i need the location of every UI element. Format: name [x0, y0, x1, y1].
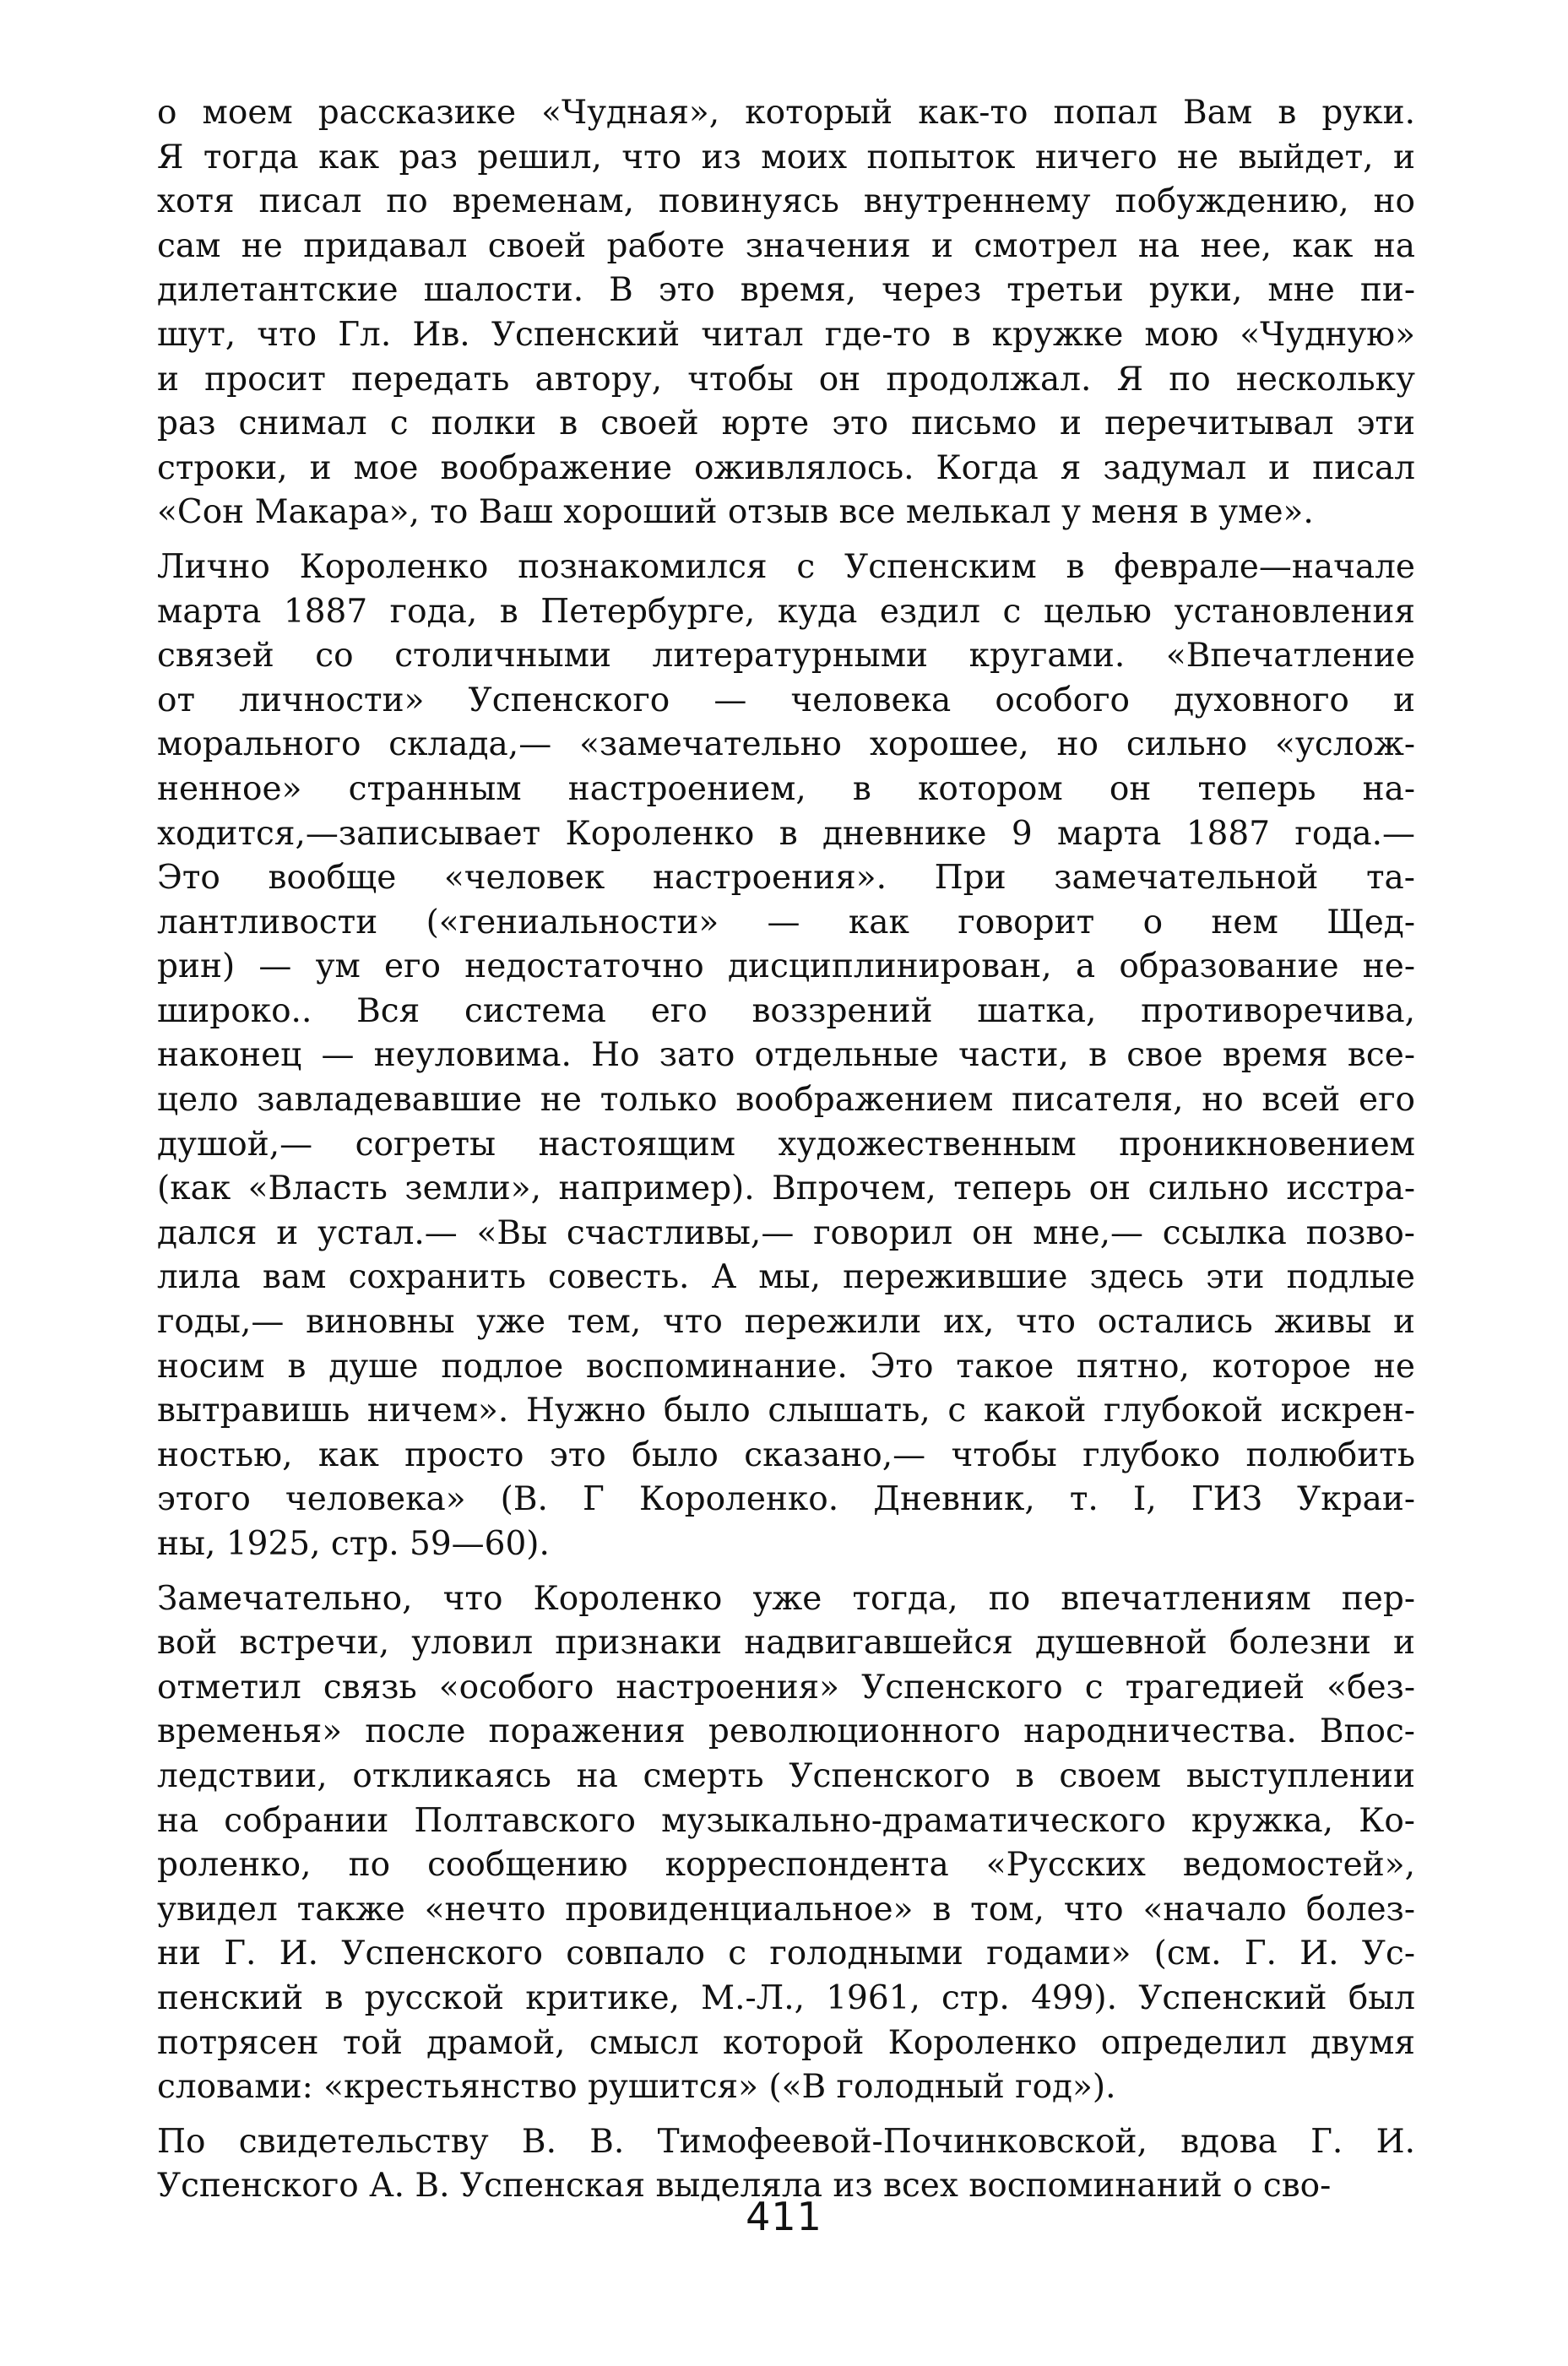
text-line: Это вообще «человек настроения». При замечательной та- [157, 859, 1415, 898]
text-line: шут, что Гл. Ив. Успенский читал где-то в кружке мою «Чудную» [157, 315, 1415, 354]
text-line: широко.. Вся система его воззрений шатка, противоречива, [157, 991, 1415, 1030]
text-line: раз снимал с полки в своей юрте это письмо и перечитывал эти [157, 404, 1415, 443]
text-line: о моем рассказике «Чудная», который как-то попал Вам в руки. [157, 94, 1415, 132]
text-line: этого человека» (В. Г Короленко. Дневник, т. I, ГИЗ Украи- [157, 1480, 1415, 1519]
text-line: Замечательно, что Короленко уже тогда, по впечатлениям пер- [157, 1579, 1415, 1618]
text-line: носим в душе подлое воспоминание. Это такое пятно, которое не [157, 1347, 1415, 1386]
text-line: вытравишь ничем». Нужно было слышать, с какой глубокой искрен- [157, 1392, 1415, 1430]
page-number: 411 [746, 2194, 822, 2239]
text-line: дилетантские шалости. В это время, через третьи руки, мне пи- [157, 271, 1415, 310]
paragraph [157, 91, 1415, 535]
text-line: связей со столичными литературными кругами. «Впечатление [157, 637, 1415, 676]
text-line: словами: «крестьянство рушится» («В голодный год»). [157, 2068, 1116, 2107]
text-line: временья» после поражения революционного народничества. Впос- [157, 1712, 1415, 1751]
text-line: морального склада,— «замечательно хорошее, но сильно «услож- [157, 725, 1415, 764]
text-line: ледствии, откликаясь на смерть Успенского в своем выступлении [157, 1756, 1415, 1795]
paragraph [157, 545, 1415, 1567]
text-line: от личности» Успенского — человека особого духовного и [157, 681, 1415, 719]
text-line: хотя писал по временам, повинуясь внутреннему побуждению, но [157, 182, 1415, 221]
text-line: рин) — ум его недостаточно дисциплинирован, а образование не- [157, 947, 1415, 986]
text-line: Лично Короленко познакомился с Успенским в феврале—начале [157, 547, 1415, 586]
text-line: ни Г. И. Успенского совпало с голодными годами» (см. Г. И. Ус- [157, 1935, 1415, 1973]
text-line: Успенского А. В. Успенская выделяла из всех воспоминаний о сво- [157, 2167, 1332, 2206]
text-line: (как «Власть земли», например). Впрочем, теперь он сильно исстра- [157, 1169, 1415, 1208]
text-line: строки, и мое воображение оживлялось. Когда я задумал и писал [157, 448, 1415, 487]
text-line: душой,— согреты настоящим художественным проникновением [157, 1125, 1415, 1164]
text-line: на собрании Полтавского музыкально-драматического кружка, Ко- [157, 1801, 1415, 1840]
text-line: ходится,—записывает Короленко в дневнике 9 марта 1887 года.— [157, 814, 1415, 853]
page-body [157, 91, 1415, 2209]
paragraph [157, 1577, 1415, 2110]
text-line: «Сон Макара», то Ваш хороший отзыв все мелькал у меня в уме». [157, 493, 1314, 532]
text-line: дался и устал.— «Вы счастливы,— говорил он мне,— ссылка позво- [157, 1213, 1415, 1252]
text-line: лантливости («гениальности» — как говорит о нем Щед- [157, 903, 1415, 942]
text-line: отметил связь «особого настроения» Успенского с трагедией «без- [157, 1668, 1415, 1707]
text-line: По свидетельству В. В. Тимофеевой-Починковской, вдова Г. И. [157, 2122, 1415, 2161]
text-line: пенский в русской критике, М.-Л., 1961, стр. 499). Успенский был [157, 1978, 1415, 2017]
text-line: роленко, по сообщению корреспондента «Русских ведомостей», [157, 1846, 1415, 1885]
text-line: увидел также «нечто провиденциальное» в том, что «начало болез- [157, 1890, 1415, 1929]
text-line: и просит передать автору, чтобы он продолжал. Я по нескольку [157, 360, 1415, 399]
text-line: Я тогда как раз решил, что из моих попыток ничего не выйдет, и [157, 138, 1415, 176]
text-line: цело завладевавшие не только воображением писателя, но всей его [157, 1081, 1415, 1120]
text-line: годы,— виновны уже тем, что пережили их, что остались живы и [157, 1303, 1415, 1342]
text-line: ностью, как просто это было сказано,— чтобы глубоко полюбить [157, 1435, 1415, 1474]
text-line: лила вам сохранить совесть. А мы, пережившие здесь эти подлые [157, 1258, 1415, 1297]
text-line: сам не придавал своей работе значения и смотрел на нее, как на [157, 226, 1415, 265]
text-line: марта 1887 года, в Петербурге, куда ездил с целью установления [157, 592, 1415, 631]
text-line: наконец — неуловима. Но зато отдельные части, в свое время все- [157, 1036, 1415, 1075]
text-line: ны, 1925, стр. 59—60). [157, 1525, 550, 1563]
text-line: вой встречи, уловил признаки надвигавшейся душевной болезни и [157, 1624, 1415, 1663]
text-line: потрясен той драмой, смысл которой Короленко определил двумя [157, 2023, 1415, 2062]
text-line: ненное» странным настроением, в котором он теперь на- [157, 769, 1415, 808]
